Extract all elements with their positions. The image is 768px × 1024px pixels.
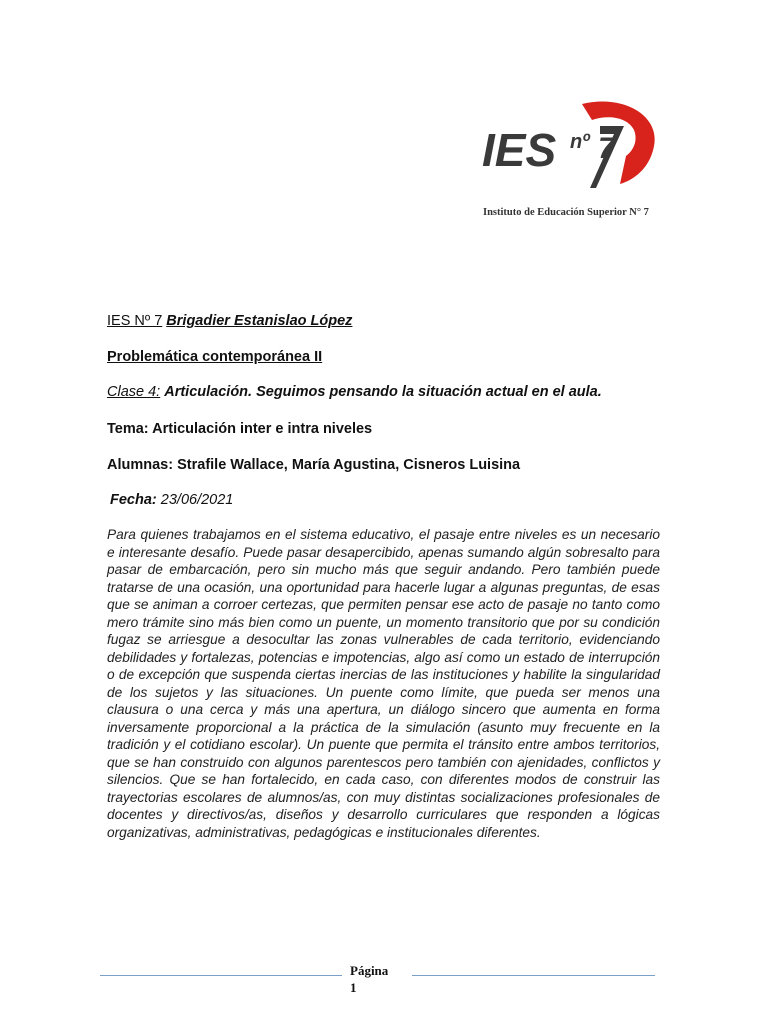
- logo-number: nº: [570, 131, 590, 153]
- school-prefix: IES Nº 7: [107, 313, 163, 329]
- subject-line: Problemática contemporánea II: [107, 349, 323, 365]
- date-line: [110, 492, 233, 508]
- school-line: [107, 313, 352, 329]
- logo-text: IES: [482, 124, 557, 176]
- logo-seven: 7: [598, 132, 615, 165]
- topic-line: [107, 421, 372, 437]
- topic-label: Tema:: [107, 421, 149, 437]
- logo-graphic: [474, 96, 660, 196]
- students-value: Strafile Wallace, María Agustina, Cisneros Luisina: [177, 457, 521, 473]
- class-label: Clase 4:: [107, 384, 161, 400]
- page-number: 1: [350, 980, 357, 995]
- class-title: Articulación. Seguimos pensando la situación actual en el aula.: [164, 384, 602, 400]
- body-paragraph: Para quienes trabajamos en el sistema educativo, el pasaje entre niveles es un necesario e interesante desafío. Puede pasar desapercibido, apenas sumando algún sobresalto para pasar de embarcación, pero sin mucho más que seguir andando. Pero también puede tratarse de una ocasión, una oportunidad para hacerle lugar a algunas preguntas, de esas que se animan a corroer certezas, que permiten pensar ese acto de pasaje no tanto como mero trámite sino más bien como un puente, un momento transitorio que por su condición fugaz se arriesgue a desocultar las zonas vulnerables de cada territorio, evidenciando debilidades y fortalezas, potencias e impotencias, algo así como un estado de interrupción o de excepción que suspenda ciertas inercias de las instituciones y habilite la singularidad de los sujetos y las situaciones. Un puente como límite, que pueda ser menos una clausura o una cerca y más una apertura, un diálogo sincero que aumenta en forma inversamente proporcional a la práctica de la simulación (asunto muy frecuente en la tradición y el cotidiano escolar). Un puente que permita el tránsito entre ambos territorios, que se han construido con algunos parentescos pero también con ajenidades, conflictos y silencios. Que se han fortalecido, en cada caso, con diferentes modos de construir las trayectorias escolares de alumnos/as, con muy distintas socializaciones profesionales de docentes y directivos/as, diseños y desarrollo curriculares que responden a lógicas organizativas, administrativas, pedagógicas e institucionales diferentes.: [107, 527, 660, 840]
- students-line: [107, 457, 520, 473]
- ies-logo: [474, 96, 660, 196]
- date-value: 23/06/2021: [160, 492, 234, 508]
- page-label: Página: [350, 963, 389, 978]
- page-number-block: [350, 962, 400, 996]
- students-label: Alumnas:: [107, 457, 174, 473]
- class-line: [107, 384, 602, 400]
- institution-caption: Instituto de Educación Superior N° 7: [483, 207, 649, 218]
- date-label: Fecha:: [110, 492, 157, 508]
- footer-rule-left: [100, 975, 342, 976]
- school-name: Brigadier Estanislao López: [166, 313, 353, 329]
- topic-value: Articulación inter e intra niveles: [152, 421, 373, 437]
- footer-rule-right: [412, 975, 655, 976]
